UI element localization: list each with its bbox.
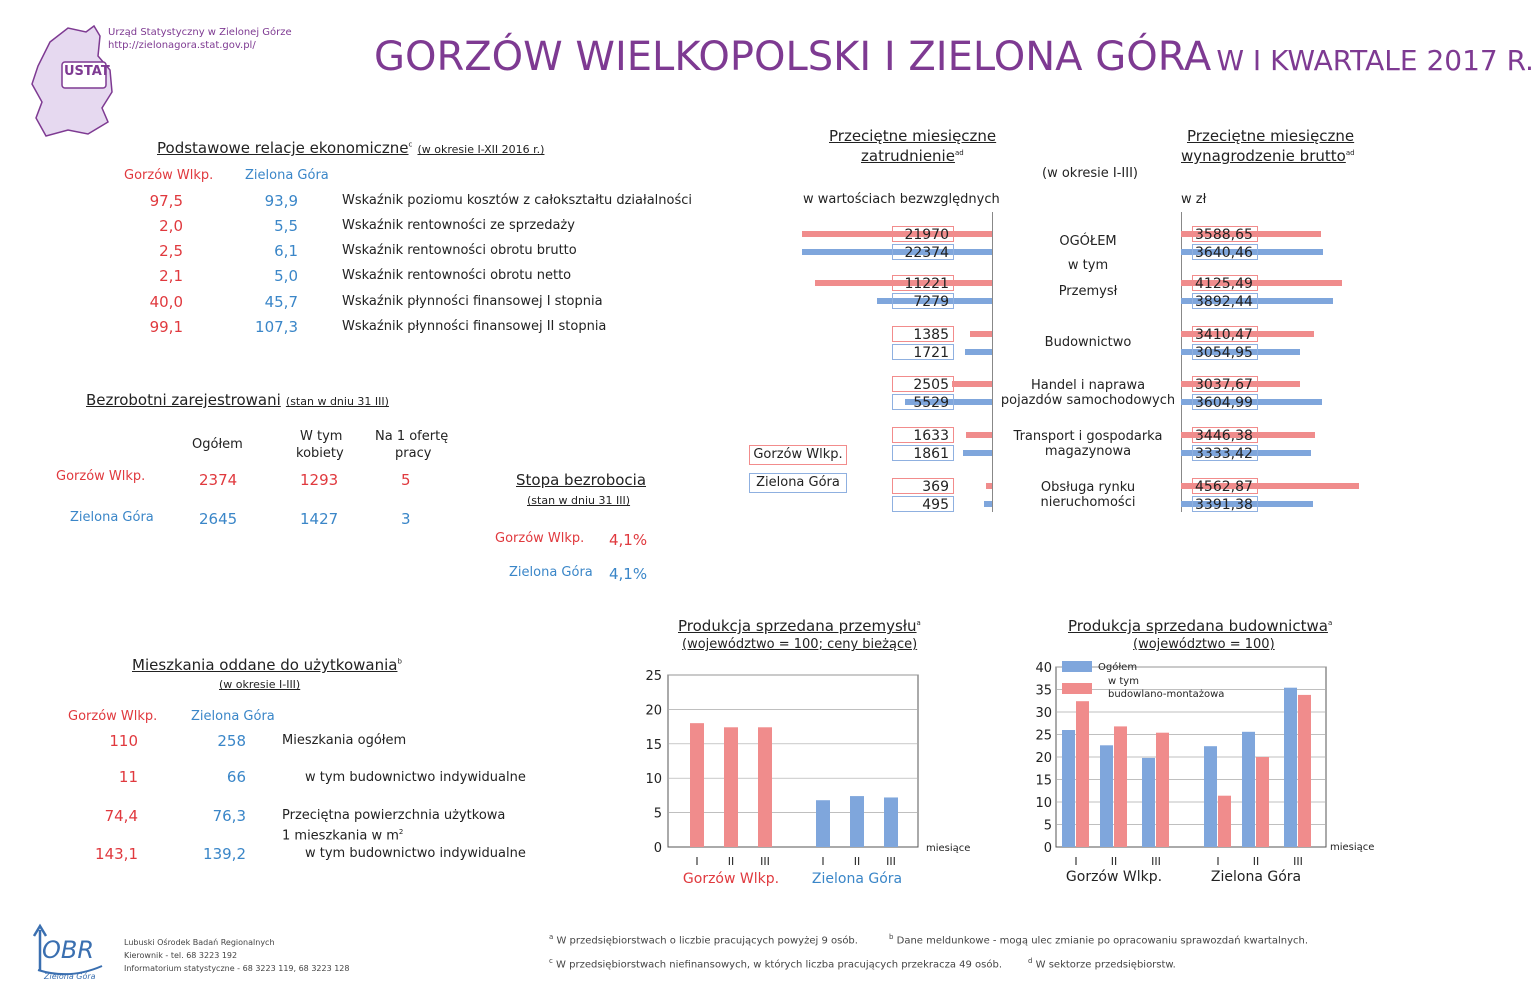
econ-zg-value: 6,1 xyxy=(274,242,298,260)
unemp-h-offer-2: pracy xyxy=(395,446,432,461)
unemp-gw-women: 1293 xyxy=(300,471,339,489)
unemp-title: Bezrobotni zarejestrowani (stan w dniu 31 III) xyxy=(86,391,389,409)
chart2-bar-total xyxy=(1242,732,1255,847)
chart2-legend-assembly-2: budowlano-montażowa xyxy=(1108,689,1225,700)
emp-title-1: Przeciętne miesięczne xyxy=(829,127,997,145)
sector-label: Handel i naprawa xyxy=(1030,378,1146,393)
chart2-xtick: II xyxy=(1110,855,1118,868)
emp-gw-value: 1385 xyxy=(892,326,954,342)
chart2-legend-swatch-assembly xyxy=(1062,683,1092,694)
emp-title-2: zatrudnienie$^{ad}$ xyxy=(861,147,964,165)
wage-zg-value: 3054,95 xyxy=(1192,344,1258,360)
chart2-ytick: 30 xyxy=(1035,706,1052,721)
chart2-group-label: Zielona Góra xyxy=(1210,869,1302,885)
emp-bar-gw xyxy=(952,381,992,387)
chart2-xtick: I xyxy=(1074,855,1078,868)
chart1-xtick: III xyxy=(886,855,896,868)
wage-zg-value: 3640,46 xyxy=(1192,244,1258,260)
chart2-xlabel: miesiące xyxy=(1330,842,1375,853)
chart1-group-label: Gorzów Wlkp. xyxy=(682,871,780,887)
chart1-bar xyxy=(850,796,864,847)
chart2-ytick: 10 xyxy=(1035,796,1052,811)
housing-gw-value: 143,1 xyxy=(95,845,138,863)
econ-title: Podstawowe relacje ekonomiczne$^c$ (w okresie I-XII 2016 r.) xyxy=(157,139,545,157)
chart2-bar-assembly xyxy=(1114,726,1127,847)
sector-label: OGÓŁEM xyxy=(1059,234,1117,249)
unemp-h-offer-1: Na 1 ofertę xyxy=(375,429,449,444)
obr-logo-text: OBR xyxy=(42,936,95,964)
unemp-h-total: Ogółem xyxy=(192,437,243,452)
emp-unit: w wartościach bezwzględnych xyxy=(803,192,1000,207)
econ-gw-value: 40,0 xyxy=(149,293,183,311)
sector-label-2: pojazdów samochodowych xyxy=(1000,393,1176,408)
chart1-ytick: 20 xyxy=(645,703,662,719)
emp-bar-zg xyxy=(965,349,992,355)
chart1-bar xyxy=(724,727,738,847)
chart2-group-label: Gorzów Wlkp. xyxy=(1065,869,1163,885)
housing-label: w tym budownictwo indywidualne xyxy=(305,770,526,785)
chart2-bar-total xyxy=(1204,746,1217,847)
chart1-bar xyxy=(816,800,830,847)
chart2-legend-assembly-1: w tym xyxy=(1108,676,1139,687)
housing-label: Przeciętna powierzchnia użytkowa 1 mieszkania w $m^2$ xyxy=(282,808,506,844)
econ-gw-value: 2,1 xyxy=(159,267,183,285)
emp-gw-value: 11221 xyxy=(892,275,954,291)
chart1-xlabel: miesiące xyxy=(926,843,971,854)
sector-label: Transport i gospodarka xyxy=(1013,429,1163,444)
econ-zg-value: 5,5 xyxy=(274,217,298,235)
chart1-ytick: 5 xyxy=(653,806,662,822)
sector-label: Przemysł xyxy=(1058,284,1118,299)
housing-col-gw: Gorzów Wlkp. xyxy=(68,709,158,724)
rate-zg-value: 4,1% xyxy=(609,565,648,583)
housing-zg-value: 66 xyxy=(226,768,246,786)
footnote-d: $^d$ W sektorze przedsiębiorstw. xyxy=(1028,957,1176,971)
sector-label: Obsługa rynku xyxy=(1040,480,1136,495)
legend-gw: Gorzów Wlkp. xyxy=(749,445,847,465)
unemp-h-women-1: W tym xyxy=(300,429,343,444)
econ-gw-value: 97,5 xyxy=(149,192,183,210)
chart2-ytick: 5 xyxy=(1043,818,1052,834)
chart2-bar-assembly xyxy=(1298,695,1311,847)
econ-indicator-label: Wskaźnik płynności finansowej II stopnia xyxy=(342,319,607,334)
chart2-bar-total xyxy=(1062,730,1075,847)
rate-title: Stopa bezrobocia xyxy=(516,471,647,489)
chart2-ytick: 0 xyxy=(1043,841,1052,856)
chart1-group-label: Zielona Góra xyxy=(811,871,903,887)
chart2-xtick: III xyxy=(1293,855,1303,868)
wage-unit: w zł xyxy=(1181,192,1207,207)
emp-period: (w okresie I-III) xyxy=(1042,166,1138,181)
housing-label: Mieszkania ogółem xyxy=(282,733,407,748)
emp-bar-zg xyxy=(963,450,992,456)
emp-zg-value: 1721 xyxy=(892,344,954,360)
housing-title: Mieszkania oddane do użytkowania$^b$ xyxy=(132,656,402,674)
office-url[interactable]: http://zielonagora.stat.gov.pl/ xyxy=(108,40,256,51)
footer-head: Kierownik - tel. 68 3223 192 xyxy=(124,951,238,960)
chart2-bar-assembly xyxy=(1218,796,1231,847)
housing-zg-value: 258 xyxy=(217,732,246,750)
emp-bar-gw xyxy=(970,331,992,337)
emp-bar-gw xyxy=(966,432,992,438)
wage-zg-value: 3892,44 xyxy=(1192,293,1258,309)
construction-production-chart xyxy=(1020,655,1400,895)
housing-gw-value: 110 xyxy=(109,732,138,750)
chart1-subtitle: (województwo = 100; ceny bieżące) xyxy=(682,637,918,652)
chart2-subtitle: (województwo = 100) xyxy=(1133,637,1275,652)
unemp-gw-label: Gorzów Wlkp. xyxy=(56,469,146,484)
econ-col-zg: Zielona Góra xyxy=(245,168,329,183)
econ-indicator-label: Wskaźnik rentowności obrotu netto xyxy=(342,268,572,283)
housing-zg-value: 139,2 xyxy=(203,845,246,863)
emp-zg-value: 1861 xyxy=(892,445,954,461)
chart1-bar xyxy=(884,797,898,847)
econ-indicator-label: Wskaźnik rentowności ze sprzedaży xyxy=(342,218,575,233)
unemp-gw-total: 2374 xyxy=(199,471,238,489)
chart1-frame xyxy=(668,675,918,847)
emp-gw-value: 21970 xyxy=(892,226,954,242)
footnote-a: $^a$ W przedsiębiorstwach o liczbie pracujących powyżej 9 osób. xyxy=(549,933,858,947)
econ-zg-value: 93,9 xyxy=(264,192,298,210)
chart1-xtick: II xyxy=(727,855,735,868)
legend-zg: Zielona Góra xyxy=(749,473,847,493)
econ-zg-value: 5,0 xyxy=(274,267,298,285)
footer-info: Informatorium statystyczne - 68 3223 119, 68 3223 128 xyxy=(124,964,350,973)
emp-bar-zg xyxy=(984,501,992,507)
econ-gw-value: 2,5 xyxy=(159,242,183,260)
chart2-xtick: III xyxy=(1151,855,1161,868)
unemp-zg-total: 2645 xyxy=(199,510,238,528)
housing-zg-value: 76,3 xyxy=(212,807,246,825)
econ-indicator-label: Wskaźnik rentowności obrotu brutto xyxy=(342,243,577,258)
emp-gw-value: 2505 xyxy=(892,376,954,392)
unemp-zg-offer: 3 xyxy=(401,510,411,528)
emp-zg-value: 7279 xyxy=(892,293,954,309)
sector-label-2: nieruchomości xyxy=(1040,495,1136,510)
industry-production-chart xyxy=(630,660,980,890)
footer-org: Lubuski Ośrodek Badań Regionalnych xyxy=(124,938,275,947)
emp-zg-value: 22374 xyxy=(892,244,954,260)
wage-zg-value: 3604,99 xyxy=(1192,394,1258,410)
emp-gw-value: 369 xyxy=(892,478,954,494)
unemp-h-women-2: kobiety xyxy=(296,446,344,461)
chart2-bar-total xyxy=(1142,758,1155,847)
housing-note: (w okresie I-III) xyxy=(219,678,301,691)
econ-zg-value: 107,3 xyxy=(255,318,298,336)
housing-col-zg: Zielona Góra xyxy=(191,709,275,724)
wage-gw-value: 3037,67 xyxy=(1192,376,1258,392)
unemp-gw-offer: 5 xyxy=(401,471,411,489)
chart2-title: Produkcja sprzedana budownictwa$^a$ xyxy=(1068,617,1333,635)
rate-gw-label: Gorzów Wlkp. xyxy=(495,531,585,546)
rate-note: (stan w dniu 31 III) xyxy=(527,494,631,507)
econ-zg-value: 45,7 xyxy=(264,293,298,311)
chart1-xtick: I xyxy=(695,855,699,868)
chart2-ytick: 15 xyxy=(1035,773,1052,789)
econ-col-gw: Gorzów Wlkp. xyxy=(124,168,214,183)
chart2-ytick: 20 xyxy=(1035,751,1052,766)
housing-gw-value: 11 xyxy=(118,768,138,786)
title-main: GORZÓW WIELKOPOLSKI I ZIELONA GÓRA xyxy=(374,34,1212,80)
emp-gw-value: 1633 xyxy=(892,427,954,443)
chart2-bar-assembly xyxy=(1256,757,1269,847)
econ-indicator-label: Wskaźnik płynności finansowej I stopnia xyxy=(342,294,603,309)
chart2-bar-total xyxy=(1284,688,1297,847)
emp-bar-gw xyxy=(986,483,992,489)
chart2-xtick: I xyxy=(1216,855,1220,868)
wage-gw-value: 4562,87 xyxy=(1192,478,1258,494)
emp-axis xyxy=(992,212,993,512)
region-map-logo xyxy=(28,22,120,142)
chart2-ytick: 25 xyxy=(1035,728,1052,744)
chart2-bar-assembly xyxy=(1156,733,1169,847)
chart1-bar xyxy=(758,727,772,847)
chart1-title: Produkcja sprzedana przemysłu$^a$ xyxy=(678,617,921,635)
econ-indicator-label: Wskaźnik poziomu kosztów z całokształtu działalności xyxy=(342,193,693,208)
econ-gw-value: 2,0 xyxy=(159,217,183,235)
chart1-xtick: II xyxy=(853,855,861,868)
sector-label: Budownictwo xyxy=(1044,335,1132,350)
housing-gw-value: 74,4 xyxy=(104,807,138,825)
rate-zg-label: Zielona Góra xyxy=(509,565,593,580)
housing-label: w tym budownictwo indywidualne xyxy=(305,846,526,861)
title-sub: W I KWARTALE 2017 R. xyxy=(1216,44,1534,77)
footnote-c: $^c$ W przedsiębiorstwach niefinansowych, w których liczba pracujących przekracza 49 osób. xyxy=(549,957,1003,971)
wage-zg-value: 3391,38 xyxy=(1192,496,1258,512)
office-name: Urząd Statystyczny w Zielonej Górze xyxy=(108,27,292,38)
footnote-b: $^b$ Dane meldunkowe - mogą ulec zmianie po opracowaniu sprawozdań kwartalnych. xyxy=(889,933,1309,947)
chart1-ytick: 10 xyxy=(645,772,662,788)
sector-wtym: w tym xyxy=(1067,258,1109,273)
chart1-xtick: III xyxy=(760,855,770,868)
chart2-legend-total: Ogółem xyxy=(1098,662,1138,673)
ustat-logo-text: USTAT xyxy=(64,64,110,79)
wage-gw-value: 3410,47 xyxy=(1192,326,1258,342)
chart2-legend-swatch-total xyxy=(1062,661,1092,672)
wage-zg-value: 3333,42 xyxy=(1192,445,1258,461)
wage-title-2: wynagrodzenie brutto$^{ad}$ xyxy=(1181,147,1355,165)
chart2-xtick: II xyxy=(1252,855,1260,868)
wage-gw-value: 3588,65 xyxy=(1192,226,1258,242)
rate-gw-value: 4,1% xyxy=(609,531,648,549)
chart2-ytick: 40 xyxy=(1035,661,1052,676)
obr-logo-sub: Zielona Góra xyxy=(44,972,96,981)
unemp-zg-label: Zielona Góra xyxy=(70,510,154,525)
chart1-ytick: 0 xyxy=(653,841,662,856)
sector-label-2: magazynowa xyxy=(1044,444,1132,459)
wage-gw-value: 3446,38 xyxy=(1192,427,1258,443)
page-title xyxy=(374,34,1534,80)
chart1-bar xyxy=(690,723,704,847)
wage-title-1: Przeciętne miesięczne xyxy=(1187,127,1355,145)
unemp-zg-women: 1427 xyxy=(300,510,339,528)
wage-axis xyxy=(1181,212,1182,512)
wage-gw-value: 4125,49 xyxy=(1192,275,1258,291)
econ-gw-value: 99,1 xyxy=(149,318,183,336)
emp-zg-value: 5529 xyxy=(892,394,954,410)
chart2-bar-assembly xyxy=(1076,701,1089,847)
chart1-ytick: 25 xyxy=(645,669,662,684)
chart2-ytick: 35 xyxy=(1035,683,1052,699)
chart1-xtick: I xyxy=(821,855,825,868)
chart2-bar-total xyxy=(1100,745,1113,847)
emp-zg-value: 495 xyxy=(892,496,954,512)
chart1-ytick: 15 xyxy=(645,737,662,753)
